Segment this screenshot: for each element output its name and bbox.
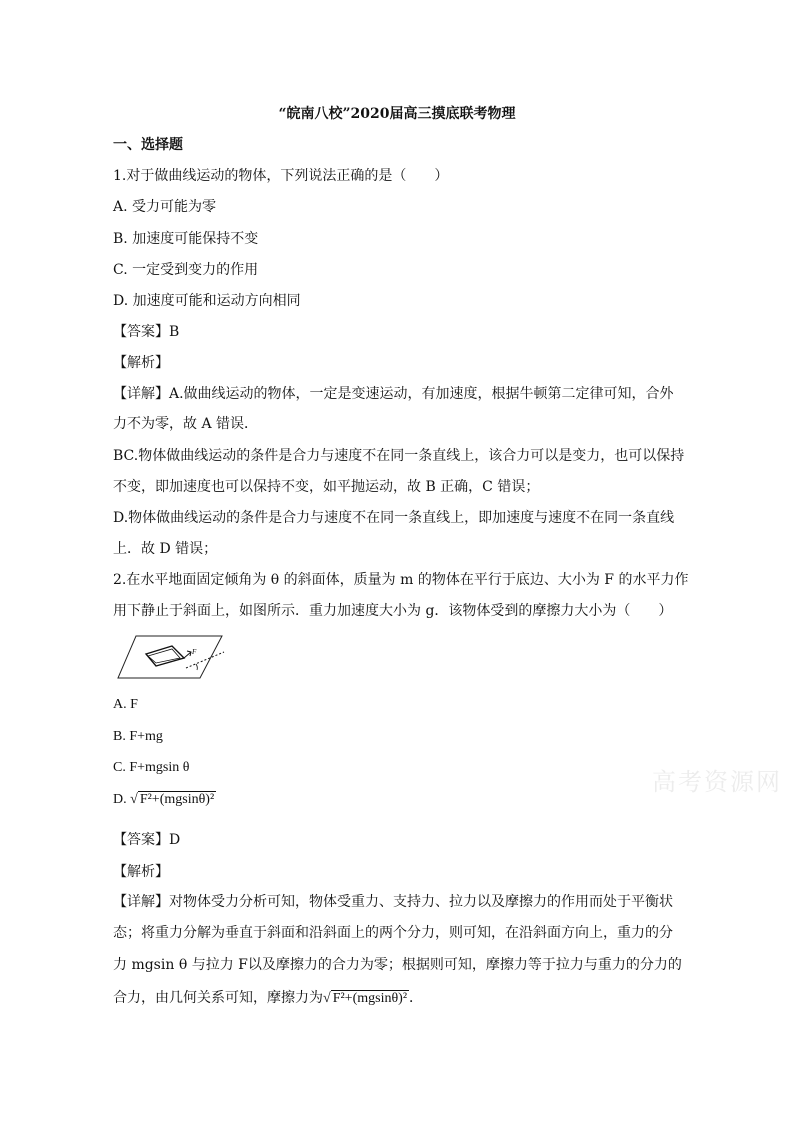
q1-answer: 【答案】B [113, 324, 180, 340]
watermark: 高考资源网 [652, 768, 782, 796]
formula-radicand: F²+(mgsinθ)² [139, 792, 215, 807]
q1-option-c: C. 一定受到变力的作用 [113, 262, 259, 278]
q2-stem-line: 用下静止于斜面上，如图所示．重力加速度大小为 g．该物体受到的摩擦力大小为（ ） [113, 603, 673, 619]
incline-figure [116, 634, 228, 682]
q2-detail-line: 态；将重力分解为垂直于斜面和沿斜面上的两个分力，则可知，在沿斜面方向上，重力的分 [113, 925, 673, 941]
q2-option-b: B. F+mg [113, 729, 163, 744]
q1-detail-line: 上．故 D 错误； [113, 541, 218, 557]
q2-detail-line: 合力，由几何关系可知，摩擦力为 [113, 991, 323, 1006]
q1-analysis: 【解析】 [113, 355, 169, 371]
q1-detail-line: 力不为零，故 A 错误． [113, 416, 259, 432]
q1-stem: 1.对于做曲线运动的物体，下列说法正确的是（ ） [113, 168, 449, 184]
figure-force-label: F [192, 648, 197, 656]
q2-option-a: A. F [113, 697, 138, 712]
q2-detail-line: 力 mgsin θ 与拉力 F以及摩擦力的合力为零；根据则可知，摩擦力等于拉力与重力的分力的 [113, 957, 682, 973]
q2-stem-line: 2.在水平地面固定倾角为 θ 的斜面体，质量为 m 的物体在平行于底边、大小为 F 的水平力作 [113, 572, 689, 588]
q2-answer: 【答案】D [113, 832, 181, 848]
q1-option-d: D. 加速度可能和运动方向相同 [113, 293, 301, 309]
formula-radicand: F²+(mgsinθ)² [332, 991, 408, 1006]
q2-analysis: 【解析】 [113, 864, 169, 880]
q2-option-d-label: D. [113, 792, 131, 807]
sentence-end: ． [409, 991, 424, 1006]
q1-detail-line: 不变，即加速度也可以保持不变，如平抛运动，故 B 正确，C 错误； [113, 479, 540, 495]
page-title: “皖南八校”2020届高三摸底联考物理 [278, 106, 516, 122]
section-heading: 一、选择题 [113, 137, 183, 153]
q2-option-d [113, 790, 216, 810]
sqrt-formula: √ F²+(mgsinθ)² [130, 792, 215, 807]
q1-detail-line: D.物体做曲线运动的条件是合力与速度不在同一条直线上，即加速度与速度不在同一条直线 [113, 510, 675, 526]
q2-detail-final [113, 989, 423, 1009]
q1-detail-line: BC.物体做曲线运动的条件是合力与速度不在同一条直线上，该合力可以是变力，也可以保持 [113, 448, 685, 464]
q1-detail-line: 【详解】A.做曲线运动的物体，一定是变速运动，有加速度，根据牛顿第二定律可知，合外 [113, 386, 674, 402]
q2-option-c: C. F+mgsin θ [113, 760, 190, 775]
q2-detail-line: 【详解】对物体受力分析可知，物体受重力、支持力、拉力以及摩擦力的作用而处于平衡状 [113, 894, 673, 910]
sqrt-formula: √ F²+(mgsinθ)² [323, 991, 408, 1006]
q1-option-b: B. 加速度可能保持不变 [113, 231, 259, 247]
q1-option-a: A. 受力可能为零 [113, 199, 217, 215]
